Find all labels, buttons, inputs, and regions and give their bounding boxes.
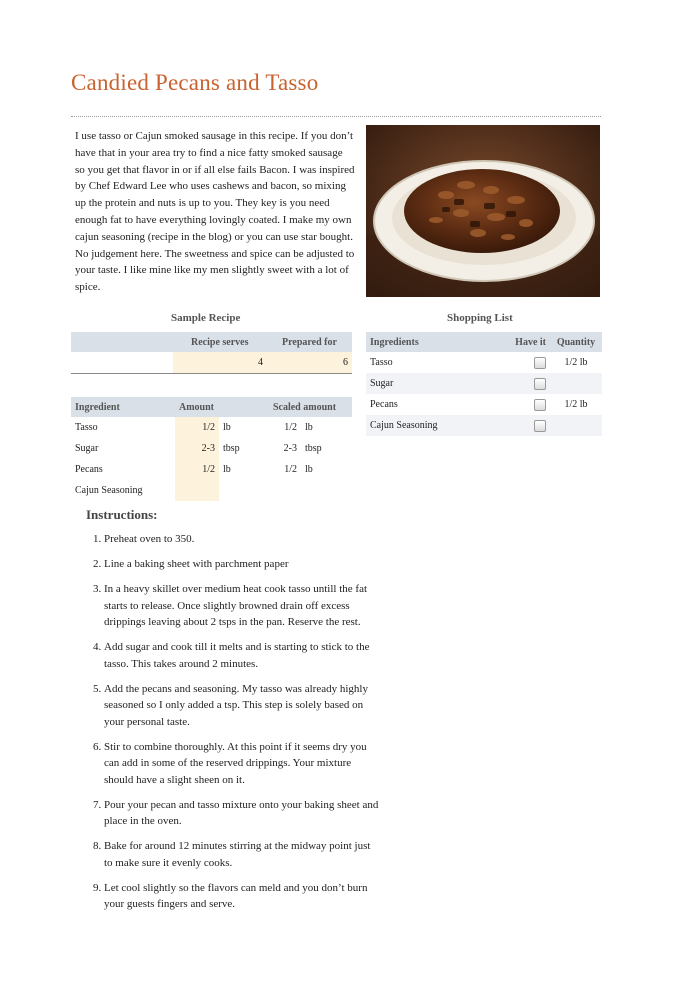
servings-underline (71, 373, 352, 374)
table-row (71, 438, 352, 459)
scaled-value: 1/2 (284, 464, 297, 475)
instruction-step: 7. Pour your pecan and tasso mixture onto your baking sheet and place in the oven. (104, 797, 379, 830)
shopping-quantity (550, 373, 602, 394)
scaled-unit: tbsp (305, 443, 322, 454)
table-row (71, 480, 352, 501)
ingredient-header: Ingredient (71, 397, 175, 417)
table-row (71, 417, 352, 438)
instruction-step: 2. Line a baking sheet with parchment paper (104, 556, 379, 573)
title-divider (71, 116, 601, 117)
amount-unit (219, 480, 257, 501)
prepared-for-value[interactable]: 6 (267, 352, 352, 374)
instruction-step: 9. Let cool slightly so the flavors can meld and you don’t burn your guests fingers and serve. (104, 880, 379, 913)
scaled-amount-header: Scaled amount (257, 397, 352, 417)
have-it-checkbox[interactable] (534, 420, 546, 432)
amount-value[interactable] (175, 480, 219, 501)
candied-pecans-photo (366, 125, 600, 297)
have-it-checkbox[interactable] (534, 357, 546, 369)
shopping-item-name: Pecans (370, 399, 398, 410)
shopping-quantity: 1/2 lb (564, 399, 588, 410)
instruction-step: 8. Bake for around 12 minutes stirring at the midway point just to make sure it evenly cooks. (104, 838, 379, 871)
instruction-step: 6. Stir to combine thoroughly. At this point if it seems dry you can add in some of the reserved drippings. Your mixture should have a slight sheen on it. (104, 739, 379, 789)
servings-blank-header (71, 332, 173, 352)
sample-recipe-heading: Sample Recipe (171, 312, 241, 324)
intro-paragraph: I use tasso or Cajun smoked sausage in this recipe. If you don’t have that in your area try to find a nice fatty smoked sausage so you get that flavor in or if all else fails Bacon. I was inspired by Chef Edward Lee who uses cashews and bacon, so mixing up the protein and nuts is up to you. They key is you need enough fat to have everything lovingly coated. I make my own cajun seasoning (recipe in the blog) or you can use star bought. No judgement here. The sweetness and spice can be adjusted to your taste. I like mine like my men slightly sweet with a lot of spice. (75, 130, 355, 294)
instructions-list (86, 531, 379, 921)
list-item (366, 373, 602, 394)
list-item (366, 352, 602, 373)
instructions-heading: Instructions: (86, 507, 158, 522)
recipe-serves-value[interactable]: 4 (173, 352, 267, 374)
amount-value[interactable]: 1/2 (175, 459, 219, 480)
shopping-quantity (550, 415, 602, 436)
ingredients-table (71, 397, 352, 501)
amount-unit: lb (223, 464, 231, 475)
have-it-header: Have it (502, 332, 550, 352)
ingredient-name: Cajun Seasoning (75, 485, 143, 496)
servings-table (71, 332, 352, 374)
recipe-serves-header: Recipe serves (173, 332, 267, 352)
scaled-value: 2-3 (283, 443, 297, 454)
shopping-list-heading: Shopping List (447, 312, 513, 324)
shopping-list-table (366, 332, 602, 436)
scaled-value (257, 480, 301, 501)
amount-value[interactable]: 1/2 (175, 417, 219, 438)
quantity-header: Quantity (550, 332, 602, 352)
have-it-checkbox[interactable] (534, 399, 546, 411)
shopping-item-name: Tasso (370, 357, 393, 368)
prepared-for-header: Prepared for (267, 332, 352, 352)
scaled-unit: lb (305, 422, 313, 433)
instruction-step: 5. Add the pecans and seasoning. My tasso was already highly seasoned so I only added a tsp. This step is solely based on your personal taste. (104, 681, 379, 731)
instruction-step: 4. Add sugar and cook till it melts and is starting to stick to the tasso. This takes around 2 minutes. (104, 639, 379, 672)
amount-header: Amount (175, 397, 257, 417)
ingredients-header: Ingredients (366, 332, 502, 352)
list-item (366, 415, 602, 436)
scaled-value: 1/2 (284, 422, 297, 433)
shopping-item-name: Sugar (370, 378, 394, 389)
list-item (366, 394, 602, 415)
table-row (71, 459, 352, 480)
amount-unit: tbsp (223, 443, 240, 454)
ingredient-name: Sugar (75, 443, 99, 454)
instruction-step: 3. In a heavy skillet over medium heat cook tasso untill the fat starts to release. Once slightly browned drain off excess drippings leaving about 2 tsps in the pan. Reserve the rest. (104, 581, 379, 631)
ingredient-name: Tasso (75, 422, 98, 433)
scaled-unit: lb (305, 464, 313, 475)
recipe-title: Candied Pecans and Tasso (71, 70, 319, 95)
amount-unit: lb (223, 422, 231, 433)
instruction-step: 1. Preheat oven to 350. (104, 531, 379, 548)
have-it-checkbox[interactable] (534, 378, 546, 390)
shopping-item-name: Cajun Seasoning (370, 420, 438, 431)
ingredient-name: Pecans (75, 464, 103, 475)
amount-value[interactable]: 2-3 (175, 438, 219, 459)
shopping-quantity: 1/2 lb (564, 357, 588, 368)
scaled-unit (301, 480, 352, 501)
